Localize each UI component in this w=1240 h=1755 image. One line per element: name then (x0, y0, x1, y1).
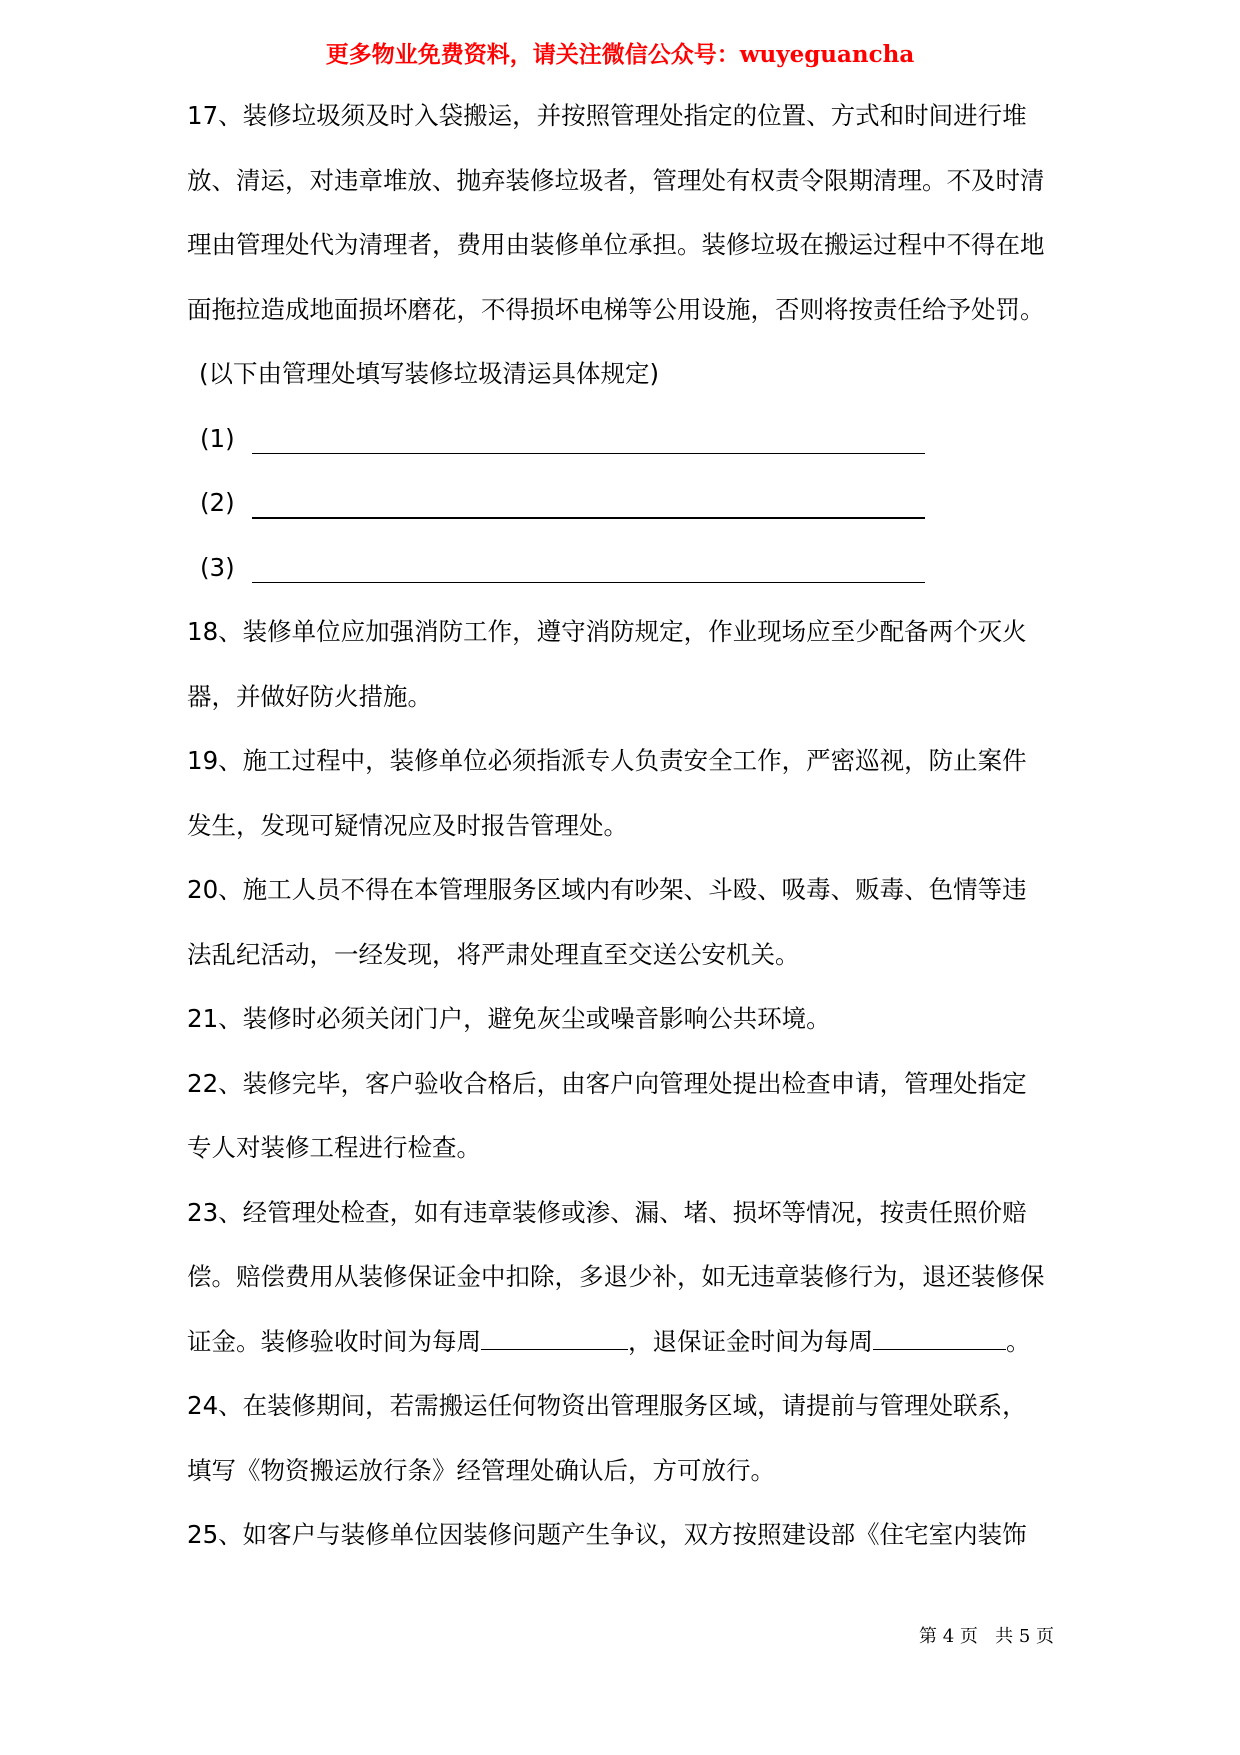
promo-banner: 更多物业免费资料，请关注微信公众号：wuyeguancha (325, 41, 915, 68)
inspection-time-text: 证金。装修验收时间为每周 (187, 1326, 481, 1356)
item-21-line-1: 21、装修时必须关闭门户，避免灰尘或噪音影响公共环境。 (187, 1004, 831, 1033)
blank-number-2: (2) (200, 488, 235, 517)
item-18-line-2: 器，并做好防火措施。 (187, 681, 432, 711)
item-17-line-4: 面拖拉造成地面损坏磨花，不得损坏电梯等公用设施，否则将按责任给予处罚。 (187, 294, 1045, 324)
blank-row-2 (187, 471, 1055, 536)
item-17-line-3: 理由管理处代为清理者，费用由装修单位承担。装修垃圾在搬运过程中不得在地 (187, 230, 1045, 259)
sentence-end: 。 (1006, 1326, 1031, 1356)
item-24-line-1: 24、在装修期间，若需搬运任何物资出管理服务区域，请提前与管理处联系， (187, 1391, 1027, 1420)
deposit-time-text: ，退保证金时间为每周 (628, 1326, 873, 1356)
item-22-line-2: 专人对装修工程进行检查。 (187, 1133, 481, 1162)
item-22-line-1: 22、装修完毕，客户验收合格后，由客户向管理处提出检查申请，管理处指定 (187, 1068, 1027, 1098)
fill-in-line-3[interactable] (252, 582, 925, 583)
blank-number-3: (3) (200, 552, 235, 582)
item-20-line-2: 法乱纪活动，一经发现，将严肃处理直至交送公安机关。 (187, 939, 800, 969)
item-23-line-3 (187, 1310, 1055, 1375)
blank-row-1 (187, 407, 1055, 472)
document-body (187, 84, 1055, 1568)
item-17-line-1: 17、装修垃圾须及时入袋搬运，并按照管理处指定的位置、方式和时间进行堆 (187, 101, 1027, 130)
item-23-line-2: 偿。赔偿费用从装修保证金中扣除，多退少补，如无违章装修行为，退还装修保 (187, 1262, 1045, 1291)
item-19-line-2: 发生，发现可疑情况应及时报告管理处。 (187, 810, 628, 840)
item-25-line-1: 25、如客户与装修单位因装修问题产生争议，双方按照建设部《住宅室内装饰 (187, 1520, 1027, 1549)
blank-number-1: (1) (200, 423, 235, 453)
inspection-time-blank[interactable] (481, 1348, 628, 1350)
deposit-time-blank[interactable] (873, 1348, 1006, 1350)
fill-in-line-2[interactable] (252, 517, 925, 519)
fill-in-line-1[interactable] (252, 453, 925, 454)
item-17-line-2: 放、清运，对违章堆放、抛弃装修垃圾者，管理处有权责令限期清理。不及时清 (187, 165, 1045, 195)
item-20-line-1: 20、施工人员不得在本管理服务区域内有吵架、斗殴、吸毒、贩毒、色情等违 (187, 875, 1027, 904)
item-18-line-1: 18、装修单位应加强消防工作，遵守消防规定，作业现场应至少配备两个灭火 (187, 617, 1027, 646)
item-17-note: (以下由管理处填写装修垃圾清运具体规定) (199, 359, 660, 388)
item-19-line-1: 19、施工过程中，装修单位必须指派专人负责安全工作，严密巡视，防止案件 (187, 746, 1027, 775)
blank-row-3 (187, 536, 1055, 601)
page-number: 第 4 页 共 5 页 (919, 1626, 1054, 1647)
item-24-line-2: 填写《物资搬运放行条》经管理处确认后，方可放行。 (187, 1455, 775, 1485)
item-23-line-1: 23、经管理处检查，如有违章装修或渗、漏、堵、损坏等情况，按责任照价赔 (187, 1197, 1027, 1227)
